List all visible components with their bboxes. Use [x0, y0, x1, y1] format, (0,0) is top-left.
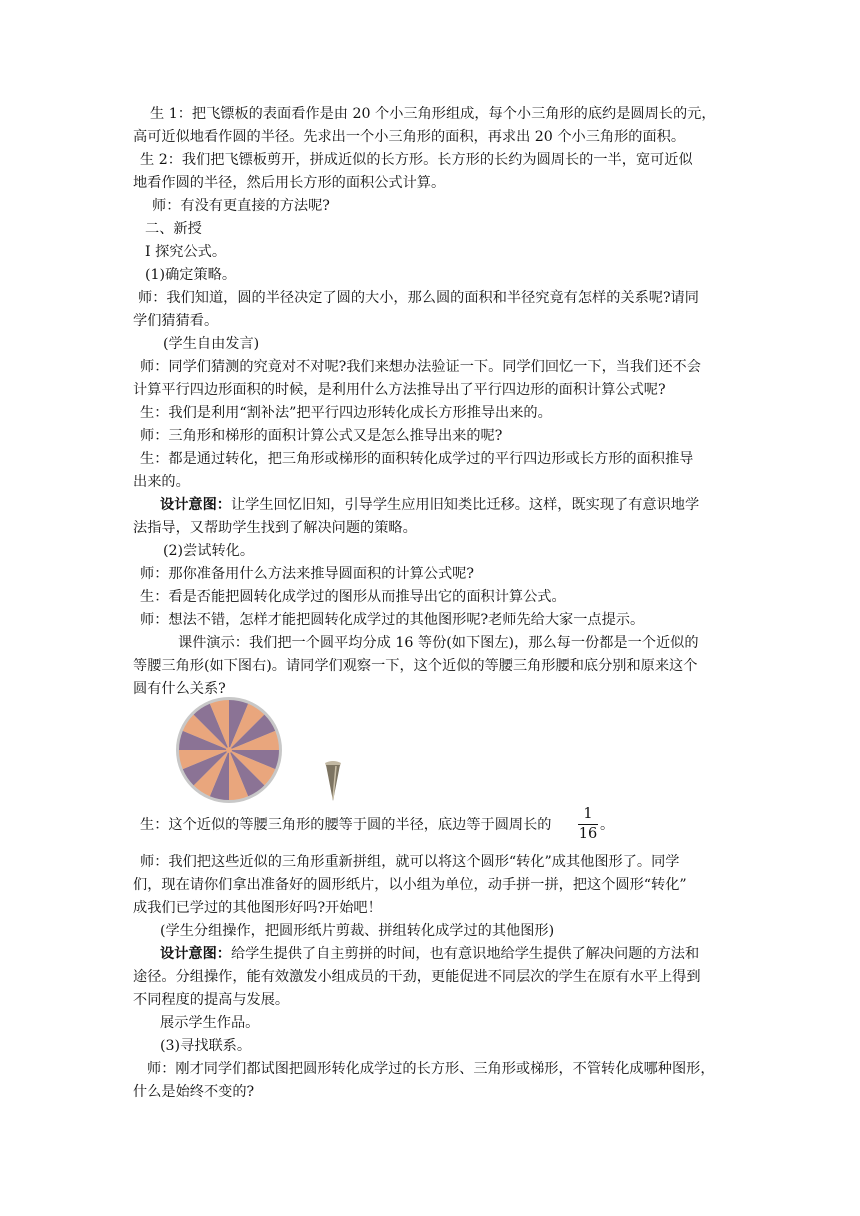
section-heading: 二、新授: [145, 221, 202, 237]
paragraph-line: 计算平行四边形面积的时候，是利用什么方法推导出了平行四边形的面积计算公式呢?: [133, 382, 666, 398]
fraction-numerator: 1: [583, 806, 593, 822]
paragraph-line: 师：有没有更直接的方法呢?: [152, 198, 330, 214]
paragraph-line: 师：我们知道，圆的半径决定了圆的大小，那么圆的面积和半径究竟有怎样的关系呢?请同: [138, 290, 699, 306]
step-heading: (1)确定策略。: [145, 267, 237, 283]
paragraph-line: 生：我们是利用“割补法”把平行四边形转化成长方形推导出来的。: [140, 405, 552, 421]
paragraph-line: 生 1：把飞镖板的表面看作是由 20 个小三角形组成，每个小三角形的底约是圆周长的元，: [150, 106, 716, 122]
paragraph-line: 生：都是通过转化，把三角形或梯形的面积转化成学过的平行四边形或长方形的面积推导: [140, 451, 694, 467]
paragraph-line: 师：三角形和梯形的面积计算公式又是怎么推导出来的呢?: [140, 428, 503, 444]
paragraph-line: 展示学生作品。: [160, 1015, 260, 1031]
paragraph-line: (学生自由发言): [163, 336, 260, 352]
paragraph-line: 师：那你准备用什么方法来推导圆面积的计算公式呢?: [140, 566, 474, 582]
paragraph-line: 们，现在请你们拿出准备好的圆形纸片，以小组为单位，动手拼一拼，把这个圆形“转化”: [133, 877, 687, 893]
paragraph-line: 师：我们把这些近似的三角形重新拼组，就可以将这个圆形“转化”成其他图形了。同学: [140, 854, 680, 870]
paragraph-line: 师：刚才同学们都试图把圆形转化成学过的长方形、三角形或梯形，不管转化成哪种图形，: [147, 1061, 715, 1077]
isosceles-triangle-wedge-figure: [322, 759, 344, 803]
step-heading: (2)尝试转化。: [163, 543, 255, 559]
fraction-bar: [578, 824, 598, 825]
design-intent-label: 设计意图：: [160, 497, 231, 513]
step-heading: (3)寻找联系。: [160, 1038, 252, 1054]
subsection-heading: I 探究公式。: [145, 244, 227, 260]
paragraph-line: 生：看是否能把圆转化成学过的图形从而推导出它的面积计算公式。: [140, 589, 566, 605]
paragraph-line: 地看作圆的半径，然后用长方形的面积公式计算。: [133, 175, 446, 191]
paragraph-line: 什么是始终不变的?: [133, 1084, 255, 1100]
paragraph-line: 等腰三角形(如下图右)。请同学们观察一下，这个近似的等腰三角形腰和底分别和原来这个: [133, 658, 698, 674]
design-intent-label: 设计意图：: [160, 946, 231, 962]
design-intent-paragraph: [160, 495, 699, 516]
paragraph-line: 师：想法不错，怎样才能把圆转化成学过的其他图形呢?老师先给大家一点提示。: [140, 612, 645, 628]
paragraph-line: 出来的。: [133, 474, 190, 490]
fraction-denominator: 16: [578, 826, 598, 842]
paragraph-line: 途径。分组操作，能有效激发小组成员的干劲，更能促进不同层次的学生在原有水平上得到: [133, 969, 701, 985]
paragraph-line: 生 2：我们把飞镖板剪开，拼成近似的长方形。长方形的长约为圆周长的一半，宽可近似: [140, 152, 693, 168]
design-intent-text: 让学生回忆旧知，引导学生应用旧知类比迁移。这样，既实现了有意识地学: [230, 497, 700, 513]
design-intent-text: 给学生提供了自主剪拼的时间，也有意识地给学生提供了解决问题的方法和: [230, 946, 700, 962]
paragraph-line: 高可近似地看作圆的半径。先求出一个小三角形的面积，再求出 20 个小三角形的面积。: [133, 129, 686, 145]
divided-circle-figure: [174, 695, 284, 805]
paragraph-line: 生：这个近似的等腰三角形的腰等于圆的半径，底边等于圆周长的: [140, 817, 552, 833]
design-intent-paragraph: [160, 944, 699, 965]
paragraph-line: 学们猜猜看。: [133, 313, 219, 329]
circle-center: [226, 747, 232, 753]
paragraph-line: 师：同学们猜测的究竟对不对呢?我们来想办法验证一下。同学们回忆一下，当我们还不会: [140, 359, 701, 375]
paragraph-line: (学生分组操作，把圆形纸片剪裁、拼组转化成学过的其他图形): [160, 923, 555, 939]
sentence-period: 。: [600, 817, 615, 833]
paragraph-line: 课件演示：我们把一个圆平均分成 16 等份(如下图左)，那么每一份都是一个近似的: [178, 635, 699, 651]
paragraph-line: 不同程度的提高与发展。: [133, 992, 290, 1008]
paragraph-line: 圆有什么关系?: [133, 681, 226, 697]
paragraph-line: 法指导，又帮助学生找到了解决问题的策略。: [133, 520, 417, 536]
paragraph-line: 成我们已学过的其他图形好吗?开始吧！: [133, 900, 382, 916]
fraction-one-sixteenth: [578, 806, 598, 842]
